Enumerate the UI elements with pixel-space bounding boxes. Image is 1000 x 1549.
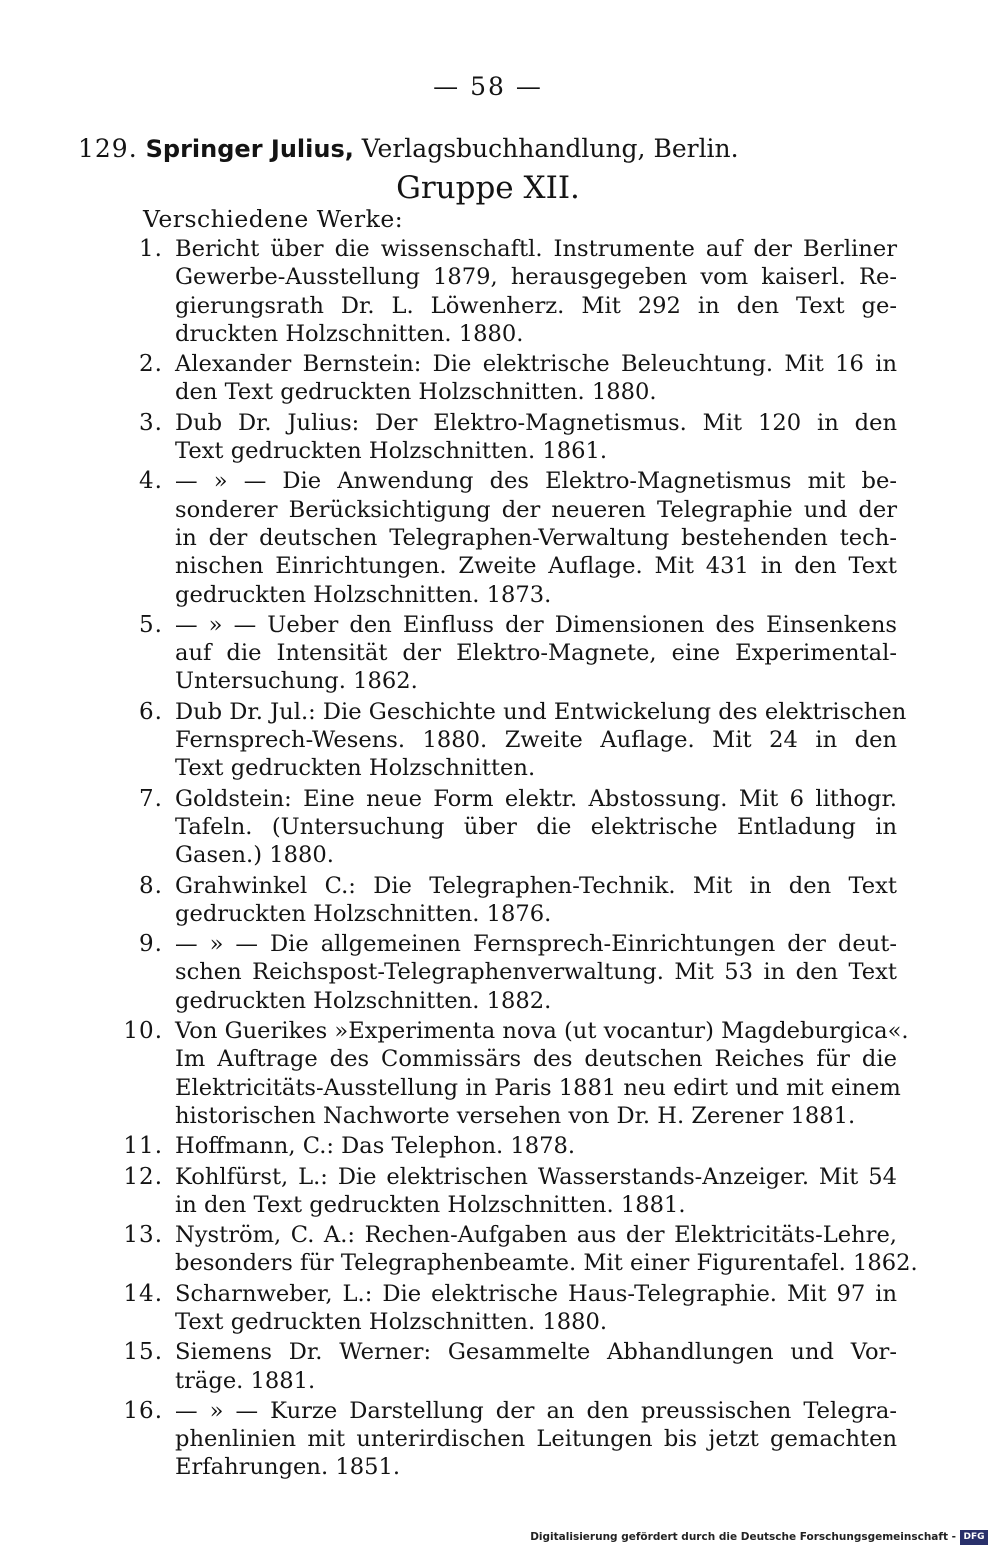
item-text-line: druckten Holzschnitten. 1880.: [175, 320, 524, 347]
item-text-line: auf die Intensität der Elektro-Magnete, eine Experimental-: [175, 640, 897, 667]
item-number: 8.: [139, 872, 163, 899]
item-text-line: Bericht über die wissenschaftl. Instrumente auf der Berliner: [175, 236, 897, 262]
item-text-line: Scharnweber, L.: Die elektrische Haus-Telegraphie. Mit 97 in: [175, 1280, 897, 1307]
item-text: [175, 930, 897, 1015]
item-text-line: Gewerbe-Ausstellung 1879, herausgegeben vom kaiserl. Re-: [175, 264, 897, 291]
item-number: 3.: [139, 409, 163, 436]
item-text-line: Text gedruckten Holzschnitten. 1880.: [175, 1308, 608, 1335]
item-text-line: Goldstein: Eine neue Form elektr. Abstossung. Mit 6 lithogr.: [175, 785, 897, 812]
item-number: 7.: [139, 785, 163, 812]
catalog-item: [0, 1397, 1000, 1482]
item-text-line: schen Reichspost-Telegraphenverwaltung. Mit 53 in den Text: [175, 959, 897, 986]
catalog-item: [0, 1338, 1000, 1397]
item-text-line: gierungsrath Dr. L. Löwenherz. Mit 292 in den Text ge-: [175, 292, 897, 319]
item-text-line: Fernsprech-Wesens. 1880. Zweite Auflage. Mit 24 in den: [175, 727, 897, 754]
section-label: Verschiedene Werke:: [143, 205, 404, 233]
catalog-item: [0, 1132, 1000, 1162]
item-text-line: Gasen.) 1880.: [175, 842, 334, 869]
item-number: 10.: [123, 1018, 163, 1045]
item-text-line: Alexander Bernstein: Die elektrische Beleuchtung. Mit 16 in: [175, 351, 897, 378]
item-text-line: phenlinien mit unterirdischen Leitungen bis jetzt gemachten: [175, 1426, 897, 1453]
item-text-line: historischen Nachworte versehen von Dr. H. Zerener 1881.: [175, 1102, 856, 1129]
catalog-item: [0, 611, 1000, 698]
item-text-line: träge. 1881.: [175, 1367, 316, 1394]
item-text-line: — » — Die allgemeinen Fernsprech-Einrichtungen der deut-: [175, 931, 897, 958]
item-text-line: Kohlfürst, L.: Die elektrischen Wasserstands-Anzeiger. Mit 54: [175, 1163, 897, 1190]
item-number: 9.: [139, 931, 163, 958]
entry-number: 129.: [78, 134, 138, 163]
item-text: [175, 467, 897, 608]
catalog-item: [0, 1221, 1000, 1280]
item-number: 13.: [123, 1222, 163, 1249]
item-text-line: Nyström, C. A.: Rechen-Aufgaben aus der Elektricitäts-Lehre,: [175, 1222, 897, 1249]
item-text-line: — » — Kurze Darstellung der an den preussischen Telegra-: [175, 1397, 897, 1424]
item-text: [175, 235, 897, 348]
item-text-line: Dub Dr. Julius: Der Elektro-Magnetismus. Mit 120 in den: [175, 409, 897, 436]
item-text-line: nischen Einrichtungen. Zweite Auflage. Mit 431 in den Text: [175, 553, 897, 580]
item-text: [175, 1132, 897, 1160]
item-text-line: — » — Die Anwendung des Elektro-Magnetismus mit be-: [175, 468, 897, 495]
item-text: [175, 350, 897, 407]
catalog-item: [0, 1280, 1000, 1339]
item-text-line: Im Auftrage des Commissärs des deutschen Reiches für die: [175, 1046, 897, 1073]
item-text: [175, 872, 897, 929]
item-text-line: Dub Dr. Jul.: Die Geschichte und Entwickelung des elektrischen: [175, 698, 907, 725]
group-title: Gruppe XII.: [396, 170, 580, 206]
publisher-name: Springer Julius,: [145, 135, 354, 163]
item-text: [175, 1397, 897, 1482]
item-text-line: Grahwinkel C.: Die Telegraphen-Technik. Mit in den Text: [175, 872, 897, 899]
page-number: — 58 —: [433, 72, 543, 101]
entry-header: [78, 134, 739, 163]
item-number: 1.: [139, 236, 163, 262]
item-number: 11.: [123, 1133, 163, 1160]
item-text-line: besonders für Telegraphenbeamte. Mit einer Figurentafel. 1862.: [175, 1250, 918, 1277]
item-text-line: in den Text gedruckten Holzschnitten. 1881.: [175, 1191, 686, 1218]
item-text-line: Hoffmann, C.: Das Telephon. 1878.: [175, 1133, 576, 1160]
item-text: [175, 1280, 897, 1337]
item-text-line: in der deutschen Telegraphen-Verwaltung bestehenden tech-: [175, 524, 897, 551]
item-text-line: gedruckten Holzschnitten. 1876.: [175, 900, 552, 927]
item-text-line: gedruckten Holzschnitten. 1873.: [175, 581, 552, 608]
item-number: 2.: [139, 351, 163, 378]
item-text-line: Von Guerikes »Experimenta nova (ut vocantur) Magdeburgica«.: [175, 1018, 909, 1045]
item-text-line: Untersuchung. 1862.: [175, 668, 418, 695]
item-number: 15.: [123, 1339, 163, 1366]
catalog-item: [0, 235, 1000, 350]
item-text: [175, 611, 897, 696]
item-text: [175, 785, 897, 870]
item-text: [175, 1221, 918, 1278]
item-text-line: Siemens Dr. Werner: Gesammelte Abhandlungen und Vor-: [175, 1339, 897, 1366]
item-text-line: den Text gedruckten Holzschnitten. 1880.: [175, 379, 657, 406]
item-text-line: gedruckten Holzschnitten. 1882.: [175, 987, 552, 1014]
digitization-credit: Digitalisierung gefördert durch die Deutsche Forschungsgemeinschaft -: [530, 1531, 956, 1543]
dfg-logo: DFG: [960, 1530, 988, 1545]
item-text-line: Text gedruckten Holzschnitten. 1861.: [175, 438, 608, 465]
item-number: 6.: [139, 698, 163, 725]
item-number: 4.: [139, 468, 163, 495]
item-text-line: Elektricitäts-Ausstellung in Paris 1881 neu edirt und mit einem: [175, 1074, 901, 1101]
catalog-item: [0, 467, 1000, 610]
catalog-item: [0, 930, 1000, 1017]
item-number: 5.: [139, 611, 163, 638]
catalog-item: [0, 409, 1000, 468]
item-text-line: — » — Ueber den Einfluss der Dimensionen des Einsenkens: [175, 611, 897, 638]
publisher-description: Verlagsbuchhandlung, Berlin.: [361, 134, 739, 163]
item-text: [175, 698, 907, 783]
item-text-line: Text gedruckten Holzschnitten.: [175, 755, 536, 782]
item-text-line: Tafeln. (Untersuchung über die elektrische Entladung in: [175, 813, 897, 840]
item-text: [175, 409, 897, 466]
catalog-item: [0, 350, 1000, 409]
catalog-item: [0, 785, 1000, 872]
item-number: 16.: [123, 1397, 163, 1424]
item-text: [175, 1017, 909, 1130]
catalog-item: [0, 1163, 1000, 1222]
catalog-item: [0, 698, 1000, 785]
catalog-item: [0, 1017, 1000, 1132]
item-text-line: sonderer Berücksichtigung der neueren Telegraphie und der: [175, 496, 897, 523]
catalog-item: [0, 872, 1000, 931]
item-text: [175, 1163, 897, 1220]
item-text-line: Erfahrungen. 1851.: [175, 1454, 401, 1481]
item-number: 14.: [123, 1280, 163, 1307]
item-text: [175, 1338, 897, 1395]
item-number: 12.: [123, 1163, 163, 1190]
catalog-list: [0, 235, 1000, 1482]
